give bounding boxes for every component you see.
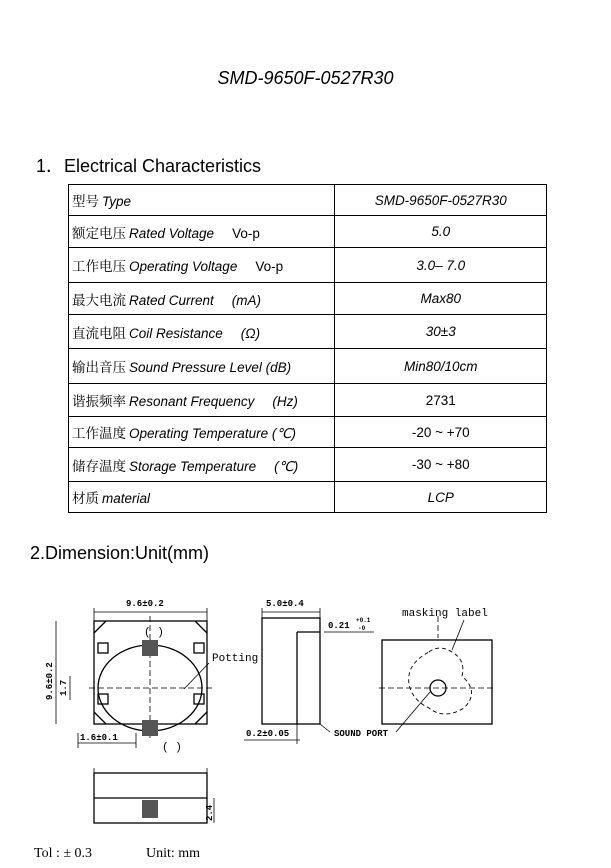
value-cell: Min80/10cm [335,349,547,384]
param-en: material [102,491,151,506]
dim-24-label: 2.4 [205,804,215,821]
paren-label-bottom: ( ) [162,742,182,754]
electrical-table [68,184,547,513]
param-unit: Vo-p [255,259,284,274]
section-dimension-heading: 2.Dimension:Unit(mm) [30,543,210,563]
param-cn: 材质 [72,491,99,506]
value-cell: -30 ~ +80 [335,448,547,482]
param-cell [69,482,335,513]
dim-tol-up: +0.1 [356,617,371,624]
param-unit: (Hz) [272,394,298,409]
param-en: Operating Temperature (℃) [129,426,296,441]
potting-label: Potting [212,653,259,665]
value-cell: 30±3 [335,315,547,349]
table-row [69,315,547,349]
param-cn: 工作温度 [72,426,126,441]
paren-label-top: ( ) [144,627,164,639]
table-row [69,349,547,384]
dimension-drawing [34,568,524,836]
dim-depth-label: 5.0±0.4 [266,599,304,609]
param-cell [69,248,335,283]
param-en: Rated Voltage [129,225,215,241]
param-en: Storage Temperature [129,458,257,474]
value-cell: 5.0 [335,216,547,248]
param-unit: (℃) [274,458,299,474]
param-en: Operating Voltage [129,259,238,274]
param-unit: Vo-p [232,225,260,241]
table-row [69,448,547,482]
param-cell [69,315,335,349]
param-cn: 储存温度 [72,458,126,474]
param-cn: 型号 [72,194,99,209]
table-row [69,417,547,448]
param-cn: 输出音压 [72,360,126,375]
section-electrical-heading: 1．Electrical Characteristics [36,156,262,176]
table-row [69,216,547,248]
dim-021-label: 0.21 [328,621,350,631]
value-cell: LCP [335,482,547,513]
param-cn: 工作电压 [72,259,126,274]
param-cn: 直流电阻 [72,325,126,341]
value-cell: 3.0– 7.0 [335,248,547,283]
dim-tol-dn: -0 [358,625,366,632]
param-cell [69,417,335,448]
param-en: Sound Pressure Level (dB) [129,360,292,375]
value-cell: -20 ~ +70 [335,417,547,448]
dim-height-label: 9.6±0.2 [45,662,55,700]
dim-02-label: 0.2±0.05 [246,729,290,739]
param-cn: 最大电流 [72,292,126,308]
param-unit: (Ω) [240,325,261,341]
table-row [69,248,547,283]
table-row [69,482,547,513]
masking-label: masking label [402,608,488,620]
param-en: Rated Current [129,292,214,308]
param-en: Resonant Frequency [129,394,255,409]
table-row [69,283,547,315]
param-cell [69,448,335,482]
param-cell [69,349,335,384]
document-title: SMD-9650F-0527R30 [217,68,394,88]
param-cell [69,283,335,315]
param-cell [69,384,335,417]
param-unit: (mA) [231,292,262,308]
dim-pad-label: 1.6±0.1 [80,733,118,743]
param-en: Coil Resistance [129,325,223,341]
dim-width-label: 9.6±0.2 [126,599,164,609]
sound-port-label: SOUND PORT [334,729,389,739]
value-cell: 2731 [335,384,547,417]
value-cell: SMD-9650F-0527R30 [335,185,547,216]
table-row [69,185,547,216]
table-row [69,384,547,417]
param-cell [69,185,335,216]
footer-tolerance: Tol : ± 0.3 [34,846,93,861]
param-cell [69,216,335,248]
value-cell: Max80 [335,283,547,315]
dim-017-label: 1.7 [59,679,69,696]
param-cn: 额定电压 [72,225,126,241]
footer-unit: Unit: mm [146,846,201,861]
param-cn: 谐振频率 [72,394,126,409]
param-en: Type [102,194,132,209]
